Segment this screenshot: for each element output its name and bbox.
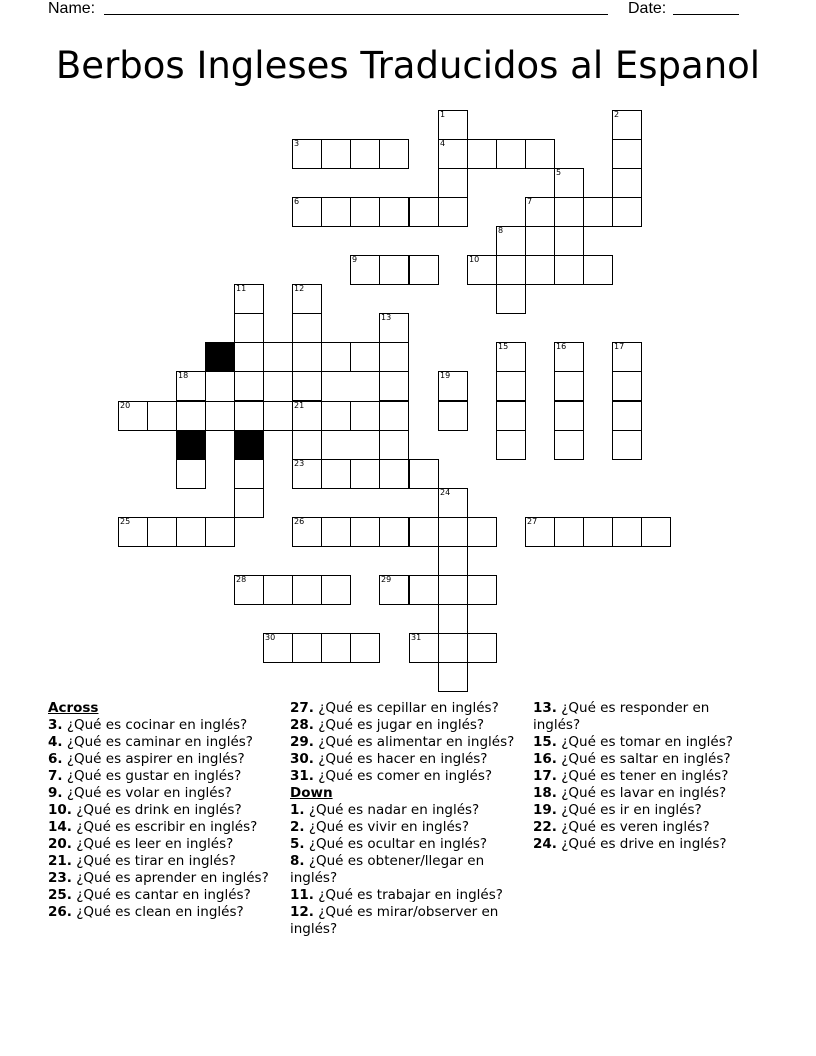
grid-cell[interactable] bbox=[554, 255, 584, 285]
grid-cell[interactable] bbox=[612, 430, 642, 460]
clue-item bbox=[290, 887, 516, 904]
clue-number: 21 bbox=[294, 401, 305, 410]
grid-cell[interactable] bbox=[292, 401, 322, 431]
clue-number: 24 bbox=[440, 488, 451, 497]
clue-item-number: 3. bbox=[48, 717, 63, 733]
grid-cell[interactable] bbox=[379, 255, 409, 285]
clue-item-text: ¿Qué es aspirer en inglés? bbox=[66, 751, 245, 767]
clue-item-text: ¿Qué es escribir en inglés? bbox=[76, 819, 258, 835]
grid-cell[interactable] bbox=[467, 517, 497, 547]
clue-number: 12 bbox=[294, 284, 305, 293]
grid-cell[interactable] bbox=[263, 342, 293, 372]
grid-cell[interactable] bbox=[292, 633, 322, 663]
grid-cell[interactable] bbox=[292, 575, 322, 605]
clue-item bbox=[290, 853, 516, 887]
clue-item-text: ¿Qué es cantar en inglés? bbox=[76, 887, 251, 903]
grid-cell[interactable] bbox=[496, 255, 526, 285]
clue-item-number: 28. bbox=[290, 717, 314, 733]
grid-cell[interactable] bbox=[321, 517, 351, 547]
clue-item-text: ¿Qué es leer en inglés? bbox=[76, 836, 234, 852]
clue-item-text: ¿Qué es veren inglés? bbox=[561, 819, 710, 835]
clue-item-text: ¿Qué es cocinar en inglés? bbox=[66, 717, 248, 733]
clue-item-number: 22. bbox=[533, 819, 557, 835]
clue-number: 3 bbox=[294, 139, 300, 148]
grid-cell[interactable] bbox=[321, 575, 351, 605]
clue-item-text: ¿Qué es jugar en inglés? bbox=[318, 717, 485, 733]
clue-item-text: ¿Qué es hacer en inglés? bbox=[318, 751, 488, 767]
clue-item bbox=[48, 785, 276, 802]
grid-cell[interactable] bbox=[612, 342, 642, 372]
clue-number: 29 bbox=[381, 575, 392, 584]
grid-cell[interactable] bbox=[292, 197, 322, 227]
grid-cell[interactable] bbox=[438, 604, 468, 634]
grid-cell[interactable] bbox=[118, 401, 148, 431]
clue-number: 15 bbox=[498, 342, 509, 351]
grid-cell[interactable] bbox=[525, 139, 555, 169]
clue-number: 2 bbox=[614, 110, 620, 119]
grid-block bbox=[234, 430, 264, 460]
clue-item-number: 5. bbox=[290, 836, 305, 852]
clue-item-number: 15. bbox=[533, 734, 557, 750]
clue-item bbox=[48, 802, 276, 819]
clue-number: 10 bbox=[469, 255, 480, 264]
grid-cell[interactable] bbox=[438, 517, 468, 547]
clue-item-number: 21. bbox=[48, 853, 72, 869]
grid-cell[interactable] bbox=[438, 575, 468, 605]
clues-column-1 bbox=[48, 700, 276, 921]
grid-cell[interactable] bbox=[234, 284, 264, 314]
clue-item bbox=[48, 853, 276, 870]
clue-item-number: 25. bbox=[48, 887, 72, 903]
clue-item bbox=[533, 836, 759, 853]
clue-item bbox=[48, 836, 276, 853]
clue-item-text: ¿Qué es vivir en inglés? bbox=[308, 819, 470, 835]
grid-cell[interactable] bbox=[438, 371, 468, 401]
clue-item-text: ¿Qué es mirar/observer en inglés? bbox=[290, 904, 499, 937]
grid-cell[interactable] bbox=[263, 575, 293, 605]
grid-cell[interactable] bbox=[350, 517, 380, 547]
grid-cell[interactable] bbox=[554, 517, 584, 547]
grid-cell[interactable] bbox=[321, 139, 351, 169]
clue-number: 27 bbox=[527, 517, 538, 526]
grid-cell[interactable] bbox=[234, 342, 264, 372]
clue-item-number: 27. bbox=[290, 700, 314, 716]
clue-number: 16 bbox=[556, 342, 567, 351]
grid-cell[interactable] bbox=[321, 342, 351, 372]
clue-item bbox=[533, 819, 759, 836]
grid-cell[interactable] bbox=[379, 139, 409, 169]
grid-cell[interactable] bbox=[438, 197, 468, 227]
clue-item-number: 6. bbox=[48, 751, 63, 767]
grid-cell[interactable] bbox=[583, 517, 613, 547]
grid-cell[interactable] bbox=[496, 371, 526, 401]
grid-cell[interactable] bbox=[409, 633, 439, 663]
clue-number: 11 bbox=[236, 284, 247, 293]
clue-item bbox=[290, 700, 516, 717]
clue-item-text: ¿Qué es tirar en inglés? bbox=[76, 853, 236, 869]
grid-cell[interactable] bbox=[554, 197, 584, 227]
grid-cell[interactable] bbox=[176, 517, 206, 547]
clue-item bbox=[533, 768, 759, 785]
clue-item-text: ¿Qué es tomar en inglés? bbox=[561, 734, 733, 750]
grid-cell[interactable] bbox=[438, 546, 468, 576]
grid-cell[interactable] bbox=[379, 401, 409, 431]
clue-item-text: ¿Qué es obtener/llegar en inglés? bbox=[290, 853, 485, 886]
clue-item-number: 13. bbox=[533, 700, 557, 716]
clue-item-text: ¿Qué es drink en inglés? bbox=[76, 802, 242, 818]
grid-cell[interactable] bbox=[176, 401, 206, 431]
grid-cell[interactable] bbox=[350, 342, 380, 372]
clue-number: 22 bbox=[236, 430, 247, 439]
grid-cell[interactable] bbox=[641, 517, 671, 547]
clue-number: 30 bbox=[265, 633, 276, 642]
grid-cell[interactable] bbox=[234, 459, 264, 489]
clues-column-2 bbox=[290, 700, 516, 938]
clue-number: 17 bbox=[614, 342, 625, 351]
grid-cell[interactable] bbox=[379, 517, 409, 547]
clue-item bbox=[290, 751, 516, 768]
grid-cell[interactable] bbox=[350, 197, 380, 227]
clue-item-number: 11. bbox=[290, 887, 314, 903]
clue-number: 20 bbox=[120, 401, 131, 410]
grid-cell[interactable] bbox=[496, 342, 526, 372]
date-label: Date: bbox=[628, 0, 667, 17]
clue-item bbox=[533, 700, 759, 734]
clue-item bbox=[290, 836, 516, 853]
clue-item bbox=[290, 768, 516, 785]
grid-cell[interactable] bbox=[409, 575, 439, 605]
grid-cell[interactable] bbox=[612, 517, 642, 547]
clue-item bbox=[290, 904, 516, 938]
clue-number: 25 bbox=[120, 517, 131, 526]
clue-item-number: 8. bbox=[290, 853, 305, 869]
grid-cell[interactable] bbox=[496, 284, 526, 314]
name-label: Name: bbox=[48, 0, 96, 17]
grid-cell[interactable] bbox=[438, 633, 468, 663]
grid-cell[interactable] bbox=[350, 255, 380, 285]
clue-item bbox=[48, 717, 276, 734]
page-title: Berbos Ingleses Traducidos al Espanol bbox=[55, 44, 761, 87]
grid-cell[interactable] bbox=[379, 313, 409, 343]
clue-item-number: 9. bbox=[48, 785, 63, 801]
clue-item bbox=[533, 802, 759, 819]
clue-item-text: ¿Qué es comer en inglés? bbox=[318, 768, 493, 784]
clue-item bbox=[48, 751, 276, 768]
clue-item bbox=[48, 768, 276, 785]
grid-cell[interactable] bbox=[438, 168, 468, 198]
clue-item-number: 12. bbox=[290, 904, 314, 920]
grid-cell[interactable] bbox=[292, 371, 322, 401]
grid-cell[interactable] bbox=[409, 255, 439, 285]
clue-item-number: 4. bbox=[48, 734, 63, 750]
grid-cell[interactable] bbox=[554, 168, 584, 198]
clue-item-number: 18. bbox=[533, 785, 557, 801]
clue-item-number: 19. bbox=[533, 802, 557, 818]
clue-item-text: ¿Qué es aprender en inglés? bbox=[76, 870, 269, 886]
clue-item-text: ¿Qué es ir en inglés? bbox=[561, 802, 702, 818]
clue-item-text: ¿Qué es drive en inglés? bbox=[561, 836, 727, 852]
grid-cell[interactable] bbox=[292, 430, 322, 460]
grid-cell[interactable] bbox=[496, 226, 526, 256]
clue-item bbox=[290, 802, 516, 819]
grid-cell[interactable] bbox=[379, 342, 409, 372]
clue-number: 5 bbox=[556, 168, 562, 177]
clue-item-number: 2. bbox=[290, 819, 305, 835]
clue-item bbox=[290, 819, 516, 836]
clue-item-text: ¿Qué es alimentar en inglés? bbox=[318, 734, 515, 750]
grid-cell[interactable] bbox=[525, 197, 555, 227]
grid-cell[interactable] bbox=[321, 197, 351, 227]
clue-item bbox=[533, 734, 759, 751]
grid-cell[interactable] bbox=[409, 459, 439, 489]
grid-cell[interactable] bbox=[379, 459, 409, 489]
clue-item-number: 23. bbox=[48, 870, 72, 886]
grid-cell[interactable] bbox=[292, 284, 322, 314]
clue-item bbox=[290, 717, 516, 734]
grid-cell[interactable] bbox=[467, 633, 497, 663]
clue-item-number: 24. bbox=[533, 836, 557, 852]
clue-number: 18 bbox=[178, 371, 189, 380]
grid-cell[interactable] bbox=[147, 517, 177, 547]
grid-cell[interactable] bbox=[379, 197, 409, 227]
grid-cell[interactable] bbox=[496, 401, 526, 431]
clue-item bbox=[533, 751, 759, 768]
clue-item bbox=[290, 734, 516, 751]
grid-cell[interactable] bbox=[409, 197, 439, 227]
grid-cell[interactable] bbox=[496, 430, 526, 460]
clue-item-number: 14. bbox=[48, 819, 72, 835]
clue-item-text: ¿Qué es lavar en inglés? bbox=[561, 785, 727, 801]
clue-number: 7 bbox=[527, 197, 533, 206]
clue-item-text: ¿Qué es ocultar en inglés? bbox=[308, 836, 488, 852]
grid-cell[interactable] bbox=[612, 197, 642, 227]
grid-cell[interactable] bbox=[234, 401, 264, 431]
grid-cell[interactable] bbox=[379, 371, 409, 401]
grid-cell[interactable] bbox=[438, 110, 468, 140]
grid-cell[interactable] bbox=[379, 575, 409, 605]
grid-cell[interactable] bbox=[234, 575, 264, 605]
grid-cell[interactable] bbox=[234, 371, 264, 401]
clue-number: 4 bbox=[440, 139, 446, 148]
grid-cell[interactable] bbox=[321, 401, 351, 431]
clue-item-number: 17. bbox=[533, 768, 557, 784]
grid-cell[interactable] bbox=[292, 139, 322, 169]
clue-item-text: ¿Qué es caminar en inglés? bbox=[66, 734, 253, 750]
grid-cell[interactable] bbox=[263, 401, 293, 431]
grid-cell[interactable] bbox=[554, 342, 584, 372]
grid-cell[interactable] bbox=[234, 488, 264, 518]
clue-number: 14 bbox=[207, 342, 218, 351]
grid-cell[interactable] bbox=[496, 139, 526, 169]
clue-number: 8 bbox=[498, 226, 504, 235]
clue-number: 1 bbox=[440, 110, 446, 119]
clue-section-heading: Across bbox=[48, 700, 99, 716]
clue-number: 9 bbox=[352, 255, 358, 264]
clue-item-text: ¿Qué es gustar en inglés? bbox=[66, 768, 242, 784]
clue-item-text: ¿Qué es tener en inglés? bbox=[561, 768, 729, 784]
clue-number: 28 bbox=[236, 575, 247, 584]
grid-cell[interactable] bbox=[350, 633, 380, 663]
grid-cell[interactable] bbox=[263, 633, 293, 663]
clue-item-number: 10. bbox=[48, 802, 72, 818]
grid-cell[interactable] bbox=[350, 459, 380, 489]
grid-cell[interactable] bbox=[612, 401, 642, 431]
clue-item-number: 26. bbox=[48, 904, 72, 920]
grid-cell[interactable] bbox=[176, 459, 206, 489]
clue-item-number: 29. bbox=[290, 734, 314, 750]
grid-cell[interactable] bbox=[379, 430, 409, 460]
clue-item bbox=[48, 904, 276, 921]
grid-cell[interactable] bbox=[612, 168, 642, 198]
grid-cell[interactable] bbox=[525, 517, 555, 547]
grid-cell[interactable] bbox=[438, 488, 468, 518]
grid-cell[interactable] bbox=[467, 575, 497, 605]
grid-block bbox=[176, 430, 206, 460]
grid-cell[interactable] bbox=[321, 459, 351, 489]
grid-cell[interactable] bbox=[234, 313, 264, 343]
grid-cell[interactable] bbox=[554, 226, 584, 256]
clue-item bbox=[533, 785, 759, 802]
grid-cell[interactable] bbox=[118, 517, 148, 547]
grid-cell[interactable] bbox=[350, 401, 380, 431]
clue-item-text: ¿Qué es clean en inglés? bbox=[76, 904, 244, 920]
clue-item-number: 30. bbox=[290, 751, 314, 767]
grid-cell[interactable] bbox=[612, 371, 642, 401]
grid-cell[interactable] bbox=[438, 662, 468, 692]
clue-item bbox=[48, 819, 276, 836]
clue-number: 31 bbox=[411, 633, 422, 642]
clue-section-heading: Down bbox=[290, 785, 333, 801]
clue-item-number: 1. bbox=[290, 802, 305, 818]
grid-cell[interactable] bbox=[292, 342, 322, 372]
clue-item-text: ¿Qué es saltar en inglés? bbox=[561, 751, 731, 767]
grid-cell[interactable] bbox=[525, 255, 555, 285]
grid-cell[interactable] bbox=[321, 633, 351, 663]
clue-item-text: ¿Qué es trabajar en inglés? bbox=[318, 887, 503, 903]
grid-cell[interactable] bbox=[292, 459, 322, 489]
clue-item-text: ¿Qué es nadar en inglés? bbox=[308, 802, 480, 818]
grid-cell[interactable] bbox=[292, 517, 322, 547]
clue-item-number: 7. bbox=[48, 768, 63, 784]
clue-item bbox=[48, 870, 276, 887]
grid-cell[interactable] bbox=[554, 430, 584, 460]
clue-number: 6 bbox=[294, 197, 300, 206]
grid-cell[interactable] bbox=[612, 110, 642, 140]
clues-column-3 bbox=[533, 700, 759, 853]
clue-item-number: 20. bbox=[48, 836, 72, 852]
grid-cell[interactable] bbox=[612, 139, 642, 169]
grid-cell[interactable] bbox=[554, 401, 584, 431]
clue-number: 13 bbox=[381, 313, 392, 322]
grid-cell[interactable] bbox=[409, 517, 439, 547]
grid-cell[interactable] bbox=[350, 139, 380, 169]
grid-cell[interactable] bbox=[205, 517, 235, 547]
clue-item bbox=[48, 734, 276, 751]
clue-item-number: 16. bbox=[533, 751, 557, 767]
clue-item bbox=[48, 887, 276, 904]
grid-cell[interactable] bbox=[438, 401, 468, 431]
clue-number: 23 bbox=[294, 459, 305, 468]
clue-item-text: ¿Qué es cepillar en inglés? bbox=[318, 700, 499, 716]
clue-item-text: ¿Qué es responder en inglés? bbox=[533, 700, 710, 733]
grid-block bbox=[205, 342, 235, 372]
grid-cell[interactable] bbox=[467, 255, 497, 285]
grid-cell[interactable] bbox=[292, 313, 322, 343]
grid-cell[interactable] bbox=[554, 371, 584, 401]
clue-number: 26 bbox=[294, 517, 305, 526]
clue-item-text: ¿Qué es volar en inglés? bbox=[66, 785, 232, 801]
grid-cell[interactable] bbox=[205, 401, 235, 431]
grid-cell[interactable] bbox=[176, 371, 206, 401]
clue-item-number: 31. bbox=[290, 768, 314, 784]
grid-cell[interactable] bbox=[467, 139, 497, 169]
grid-cell[interactable] bbox=[147, 401, 177, 431]
grid-cell[interactable] bbox=[583, 197, 613, 227]
grid-cell[interactable] bbox=[438, 139, 468, 169]
clue-number: 19 bbox=[440, 371, 451, 380]
grid-cell[interactable] bbox=[583, 255, 613, 285]
